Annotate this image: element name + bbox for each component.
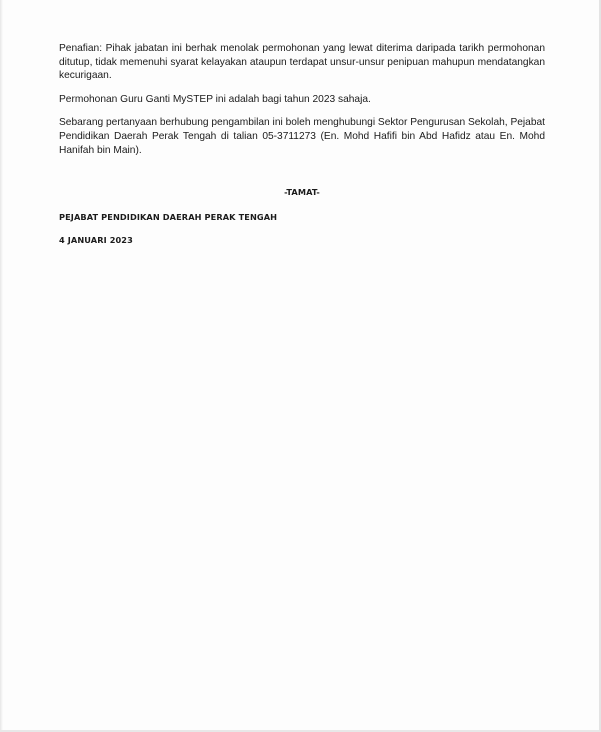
end-marker: -TAMAT- xyxy=(284,187,320,198)
contact-paragraph: Sebarang pertanyaan berhubung pengambilan ini boleh menghubungi Sektor Pengurusan Sekolah, Pejabat Pendidikan Daerah Perak Tengah di talian 05-3711273 (En. Mohd Hafifi bin Abd Hafidz atau En. Mohd Hanifah bin Main). xyxy=(59,117,545,156)
page-edge-shadow xyxy=(0,0,3,730)
year-notice-paragraph: Permohonan Guru Ganti MySTEP ini adalah bagi tahun 2023 sahaja. xyxy=(59,93,371,105)
office-name: PEJABAT PENDIDIKAN DAERAH PERAK TENGAH xyxy=(59,212,278,223)
document-date: 4 JANUARI 2023 xyxy=(59,235,133,246)
document-content xyxy=(59,42,545,245)
disclaimer-paragraph: Penafian: Pihak jabatan ini berhak menolak permohonan yang lewat diterima daripada tarikh permohonan ditutup, tidak memenuhi syarat kelayakan ataupun terdapat unsur-unsur penipuan mahupun mendatangkan kecurigaan. xyxy=(59,43,545,82)
